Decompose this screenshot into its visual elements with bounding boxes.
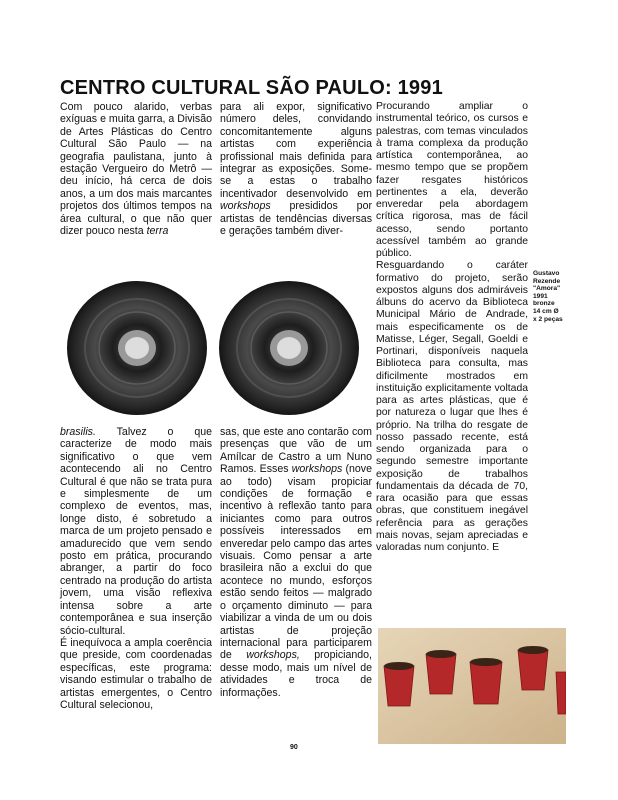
text: Talvez o que caracterize de modo mais significativo o que vem acontecendo ali no Centro Cultural é que não se trata pura e simplesmente de um complexo de eventos, mas, longe disto, é sobretudo a marca de um projeto pensado e amadurecido que vem sendo posto em prática, procurando abranger, a partir do foco centrado na produção do artista jovem, uma visão reflexiva intensa sobre a arte contemporânea e sua inserção sócio-cultural. [60,426,212,637]
page-title: CENTRO CULTURAL SÃO PAULO: 1991 [60,77,443,99]
italic-text: workshops, [246,649,300,662]
column-1-top [60,101,212,237]
page-number: 90 [290,744,298,751]
column-1-bottom [60,426,212,711]
caption-line: 14 cm Ø [533,307,559,315]
paragraph: É inequívoca a ampla coerência que preside, com coordenadas específicas, este programa: visando estimular o trabalho de artistas emergentes, o Centro Cultural selecionou, [60,636,212,711]
ring-sculpture-image-right [214,278,364,418]
text: Com pouco alarido, verbas exíguas e muita garra, a Divisão de Artes Plásticas do Centro Cultural São Paulo — na geografia paulistana, junto à estação Vergueiro do Metrô — deu início, há cerca de dois anos, a um dos mais marcantes projetos dos últimos tempos na área cultural, o que não quer dizer pouco nesta [60,101,212,238]
caption-line: Gustavo [533,270,560,277]
text: presididos por artistas de tendências diversas e gerações também diver- [220,200,372,238]
column-2-top [220,101,372,237]
paragraph [220,426,372,699]
column-2-bottom [220,426,372,699]
text: para ali expor, significativo número deles, convidando concomitantemente alguns artistas com experiência profissional mais definida para integrar as exposições. Some-se a estas o trabalho incentivador desenvolvido em [220,101,372,200]
caption-line: 1991 [533,292,548,300]
italic-text: workshops [291,463,343,476]
italic-text: terra [146,225,169,238]
text: sas, que este ano contarão com presenças que vão de um Amílcar de Castro a um Nuno Ramos. Esses [220,426,372,476]
pots-sculpture-image [378,628,566,744]
text: propiciando, desse modo, mais um nível de atividades e troca de informações. [220,649,372,699]
italic-text: brasilis. [60,426,96,438]
column-3 [376,101,528,554]
caption-line: x 2 peças [533,315,563,323]
caption-line: bronze [533,300,555,308]
paragraph [220,101,372,237]
caption-line: "Amora" [533,285,561,293]
paragraph: Resguardando o caráter formativo do projeto, serão expostos alguns dos admiráveis álbuns do acervo da Biblioteca Municipal Mário de Andrade, mais especificamente os de Matisse, Léger, Segall, Goeldi e Portinari, disponíveis naquela Biblioteca para consulta, mas dificilmente mostrados em instituição explicitamente voltada para as artes plásticas, que é por natureza o lugar que lhes é próprio. Na trilha do resgate de nosso passado recente, está sendo organizada para o segundo semestre importante exposição de trabalhos fundamentais da década de 70, rara ocasião para que essas obras, que constituem inegável referência para as gerações mais novas, sejam apreciadas e valoradas num conjunto. E [376,260,528,553]
image-caption [533,270,581,323]
italic-text: workshops [220,200,271,213]
text: (nove ao todo) visam propiciar condições de formação e incentivo à reflexão tanto para iniciantes como para outros possíveis interessados em enveredar pelo campo das artes visuais. Como pensar a arte brasileira não a exclui do que acontece no mundo, esforços estão sendo feitos — malgrado o orçamento diminuto — para viabilizar a vinda de um ou dois artistas de projeção internacional para participarem de [220,463,372,662]
ring-sculpture-image-left [64,278,214,418]
paragraph [60,426,212,637]
paragraph [60,101,212,237]
paragraph: Procurando ampliar o instrumental teórico, os cursos e palestras, com temas vinculados à trama complexa da produção artística contemporânea, ao mesmo tempo que se propõem fazer resgates históricos pertinentes a ela, deverão enveredar pela abordagem crítica rigorosa, mas de fácil acesso, sendo portanto acessível também ao grande público. [376,101,528,259]
caption-line: Rezende [533,277,561,285]
